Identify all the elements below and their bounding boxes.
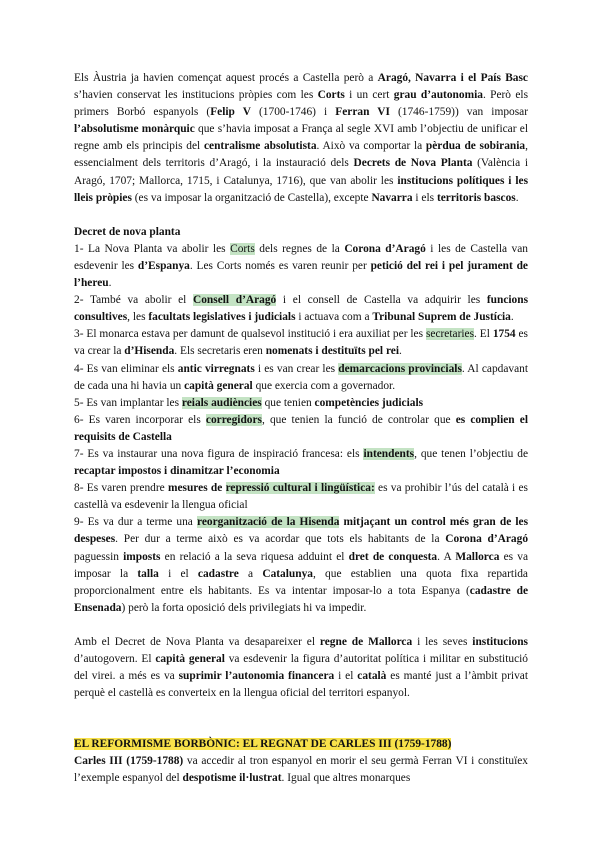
closing-paragraph: Amb el Decret de Nova Planta va desapareixer el regne de Mallorca i les seves institucions d’autogovern. El capità general va esdevenir la figura d’autoritat política i militar en substitució del virei. a més es va suprimir l’autonomia financera i el català es manté just a l’àmbit privat perquè el castellà es converteix en la llengua oficial del territori espanyol. [74,635,528,700]
list-item: 5- Es van implantar les reials audiències que tenien competències judicials [74,396,424,409]
section-heading-reformisme: EL REFORMISME BORBÒNIC: EL REGNAT DE CARLES III (1759-1788) [74,738,452,751]
intro-paragraph: Els Àustria ja havien començat aquest procés a Castella però a Aragó, Navarra i el País Basc s’havien conservat les institucions pròpies com les Corts i un cert grau d’autonomia. Però els primers Borbó espanyols (Felip V (1700-1746) i Ferran VI (1746-1759)) van imposar l’absolutisme monàrquic que s’havia imposat a França al segle XVI amb l’objectiu de unificar el regne amb els principis del centralisme absolutista. Això va comportar la pèrdua de sobirania, essencialment dels territoris d’Aragó, i la instauració dels Decrets de Nova Planta (València i Aragó, 1707; Mallorca, 1715, i Catalunya, 1716), que van abolir les institucions polítiques i les lleis pròpies (es va imposar la organització de Castella), excepte Navarra i els territoris bascos. [74,72,529,204]
section2-paragraph: Carles III (1759-1788) va accedir al tron espanyol en morir el seu germà Ferran VI i constituïex l’exemple espanyol del despotisme il·lustrat. Igual que altres monarques [74,755,528,785]
list-item: 1- La Nova Planta va abolir les Corts dels regnes de la Corona d’Aragó i les de Castella van esdevenir les d’Espanya. Les Corts només es varen reunir per petició del rei i pel jurament de l’hereu. [74,242,528,290]
list-item: 2- També va abolir el Consell d’Aragó i el consell de Castella va adquirir les funcions consultives, les facultats legislatives i judicials i actuava com a Tribunal Suprem de Justícia. [74,294,529,324]
list-item: 3- El monarca estava per damunt de qualsevol institució i era auxiliat per les secretaries. El 1754 es va crear la d’Hisenda. Els secretaris eren nomenats i destituïts pel rei. [74,328,528,358]
list-item: 8- Es varen prendre mesures de repressió cultural i lingüística: es va prohibir l’ús del català i es castellà va esdevenir la llengua oficial [74,482,528,512]
list-item: 6- Es varen incorporar els corregidors, que tenien la funció de controlar que es complien el requisits de Castella [74,413,528,443]
list-item: 4- Es van eliminar els antic virregnats i es van crear les demarcacions provincials. Al capdavant de cada una hi havia un capità general que exercia com a governador. [74,362,529,392]
list-item: 9- Es va dur a terme una reorganització de la Hisenda mitjaçant un control més gran de les despeses. Per dur a terme això es va acordar que tots els habitants de la Corona d’Aragó paguessin imposts en relació a la seva riquesa adduint el dret de conquesta. A Mallorca es va imposar la talla i el cadastre a Catalunya, que establien una quota fixa repartida proporcionalment entre els habitants. Es va intentar imposar-lo a tota Espanya (cadastre de Ensenada) però la forta oposició dels privilegiats hi va impedir. [74,516,529,614]
document-page [74,70,528,788]
section-heading-decret: Decret de nova planta [74,225,181,238]
list-item: 7- Es va instaurar una nova figura de inspiració francesa: els intendents, que tenen l’objectiu de recaptar impostos i dinamitzar l’economia [74,447,528,478]
